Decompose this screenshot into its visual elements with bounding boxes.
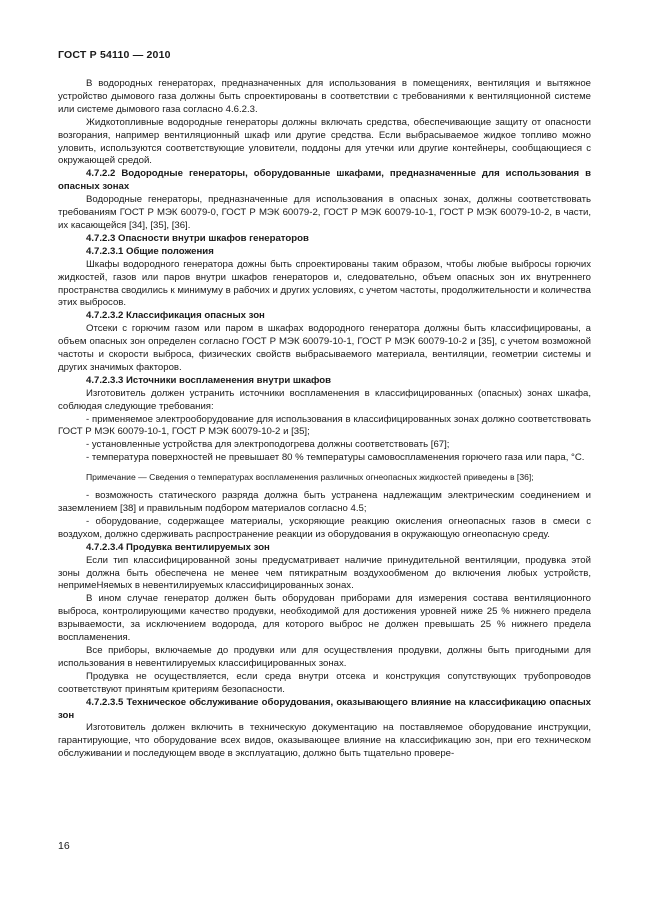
paragraph: В водородных генераторах, предназначенных для использования в помещениях, вентиляция и вытяжное устройство дымового газа должны быть спроектированы в соответствии с требованиями к вентиляционной системе или системе дымового газа согласно 4.6.2.3.: [58, 78, 591, 115]
paragraph: Продувка не осуществляется, если среда внутри отсека и конструкция сопутствующих трубопроводов соответствуют принятым критериям безопасности.: [58, 670, 591, 695]
paragraph: В ином случае генератор должен быть оборудован приборами для измерения состава вентиляционного выброса, контролирующими качество продувки, необходимой для достижения уровней ниже 25 % нижнего предела взрываемости, за исключением водорода, для которого выброс не должен превышать 25 % нижнего предела воспламенения.: [58, 593, 591, 644]
list-item: - оборудование, содержащее материалы, ускоряющие реакцию окисления огнеопасных газов в смеси с воздухом, должно сдерживать распространение реакции из оборудования в окружающую огнеопасную среду.: [58, 515, 591, 540]
section-heading: 4.7.2.3 Опасности внутри шкафов генераторов: [86, 232, 309, 244]
paragraph: Изготовитель должен включить в техническую документацию на поставляемое оборудование инструкции, гарантирующие, что оборудование всех видов, оказывающее влияние на классификацию зон, при его техническом обслуживании и последующем вводе в эксплуатацию, должно быть тщательно провере-: [58, 722, 591, 760]
paragraph: Все приборы, включаемые до продувки или для осуществления продувки, должны быть пригодными для использования в невентилируемых классифицированных зонах.: [58, 644, 591, 669]
section-heading: 4.7.2.3.1 Общие положения: [86, 245, 214, 257]
paragraph: Жидкотопливные водородные генераторы должны включать средства, обеспечивающие защиту от опасности возгорания, например вентиляционный шкаф или другие средства. Если выбрасываемое жидкое топливо можно уловить, используются соответствующие уловители, поддоны для утечки или другие контейнеры, сообщающиеся с окружающей средой.: [58, 116, 591, 167]
section-heading: 4.7.2.3.2 Классификация опасных зон: [86, 310, 265, 322]
section-heading: 4.7.2.3.5 Техническое обслуживание оборудования, оказывающего влияние на классификацию опасных зон: [58, 696, 591, 721]
paragraph: Изготовитель должен устранить источники воспламенения в классифицированных (опасных) зонах шкафа, соблюдая следующие требования:: [58, 387, 591, 412]
list-item: - возможность статического разряда должна быть устранена надлежащим электрическим соединением и заземлением [38] и правильным подбором материалов согласно 4.5;: [58, 490, 591, 514]
section-heading: 4.7.2.3.4 Продувка вентилируемых зон: [86, 541, 270, 553]
paragraph: Водородные генераторы, предназначенные для использования в опасных зонах, должны соответствовать требованиям ГОСТ Р МЭК 60079-0, ГОСТ Р МЭК 60079-2, ГОСТ Р МЭК 60079-10-1, ГОСТ Р МЭК 60079-10-2, в части, их касающейся [34], [35], [36].: [58, 194, 591, 231]
note: Примечание — Сведения о температурах воспламенения различных огнеопасных жидкостей приведены в [36];: [86, 472, 534, 483]
list-item: - температура поверхностей не превышает 80 % температуры самовоспламенения горючего газа или пара, °С.: [86, 452, 585, 464]
section-heading: 4.7.2.2 Водородные генераторы, оборудованные шкафами, предназначенные для использования в опасных зонах: [58, 168, 591, 193]
document-header: ГОСТ Р 54110 — 2010: [58, 49, 171, 61]
document-body: [58, 78, 591, 761]
section-heading: 4.7.2.3.3 Источники воспламенения внутри шкафов: [86, 374, 332, 386]
list-item: - применяемое электрооборудование для использования в классифицированных зонах должно соответствовать ГОСТ Р МЭК 60079-10-1, ГОСТ Р МЭК 60079-10-2 и [35];: [58, 413, 591, 438]
paragraph: Если тип классифицированной зоны предусматривает наличие принудительной вентиляции, продувка этой зоны должна быть обеспечена не менее чем пятикратным воздухообменом до включения любых устройств, непримеНяемых в невентилируемых классифицированных зонах.: [58, 554, 591, 592]
list-item: - установленные устройства для электроподогрева должны соответствовать [67];: [86, 439, 450, 451]
paragraph: Шкафы водородного генератора дожны быть спроектированы таким образом, чтобы любые выбросы горючих жидкостей, газов или паров внутри шкафов генераторов и, следовательно, объем опасных зон их внутреннего пространства сводились к минимуму в рабочих и других условиях, с учетом частоты, продолжительности и количества этих выбросов.: [58, 258, 591, 309]
page-number: 16: [58, 840, 70, 852]
paragraph: Отсеки с горючим газом или паром в шкафах водородного генератора должны быть классифицированы, а объем опасных зон определен согласно ГОСТ Р МЭК 60079-10-1, ГОСТ Р МЭК 60079-10-2 и [35], с учетом возможной частоты и скорости выброса, физических свойств выбрасываемого материала, вентиляции, геометрии системы и других значимых факторов.: [58, 323, 591, 373]
